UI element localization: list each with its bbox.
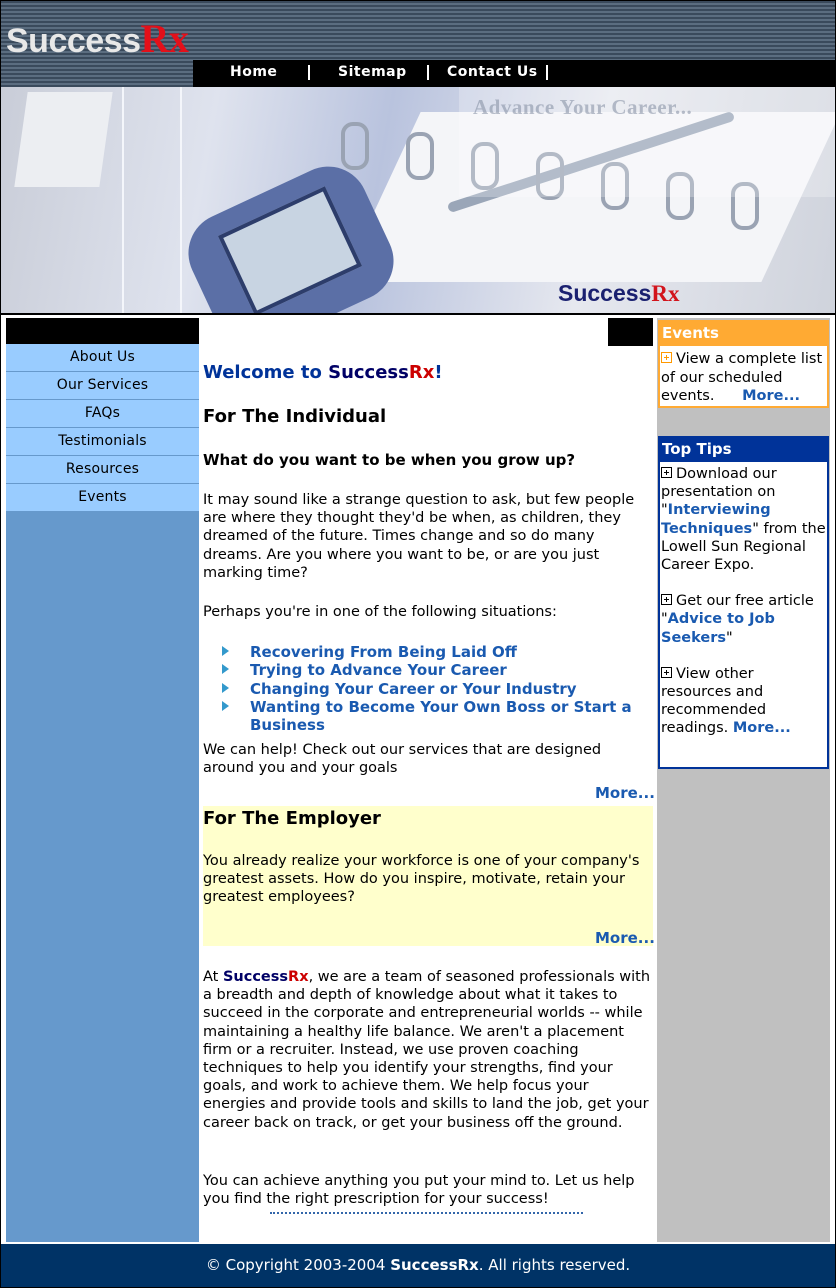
list-item[interactable]: Recovering From Being Laid Off — [220, 643, 650, 661]
nav-home[interactable]: Home — [230, 64, 278, 80]
resources-more-link[interactable]: More... — [732, 720, 791, 737]
employer-more-link[interactable]: More... — [595, 929, 655, 947]
main-header-block — [608, 318, 653, 346]
banner-column-line — [180, 87, 182, 313]
employer-heading: For The Employer — [203, 808, 381, 829]
top-tips-list — [661, 465, 827, 756]
logo-text: SuccessRx — [6, 16, 189, 61]
events-more-link[interactable]: More... — [742, 388, 801, 404]
top-nav — [193, 60, 835, 87]
dotted-divider — [270, 1212, 583, 1214]
sidebar-item-events[interactable]: Events — [6, 484, 199, 512]
list-item[interactable]: Trying to Advance Your Career — [220, 661, 650, 679]
tip-item: Get our free article "Advice to Job Seekers" — [661, 593, 814, 646]
individual-heading: For The Individual — [203, 406, 387, 427]
left-sidebar-header — [6, 318, 199, 344]
orange-bullet-icon — [661, 352, 672, 363]
nav-divider — [427, 65, 429, 80]
sidebar-item-our-services[interactable]: Our Services — [6, 372, 199, 400]
arrow-bullet-icon — [222, 683, 229, 693]
nav-divider — [546, 65, 548, 80]
sidebar-item-about-us[interactable]: About Us — [6, 344, 199, 372]
question-heading: What do you want to be when you grow up? — [203, 451, 576, 469]
tip-item: Download our presentation on "Interviewing Techniques" from the Lowell Sun Regional Career Expo. — [661, 466, 826, 574]
sidebar-item-testimonials[interactable]: Testimonials — [6, 428, 199, 456]
situations-list — [220, 643, 650, 734]
intro-paragraph: It may sound like a strange question to ask, but few people are where they thought they'd be when, as children, they dreamed of the future. Times change and so do many dreams. Are you where you want to be, or are you just marking time? — [203, 492, 635, 581]
hero-banner — [1, 87, 835, 315]
welcome-heading: Welcome to SuccessRx! — [203, 362, 443, 383]
calendar-image — [14, 92, 112, 187]
plus-box-icon — [661, 594, 672, 605]
arrow-bullet-icon — [222, 701, 229, 711]
banner-column-line — [122, 87, 124, 313]
sidebar-item-faqs[interactable]: FAQs — [6, 400, 199, 428]
employer-paragraph: You already realize your workforce is one of your company's greatest assets. How do you inspire, motivate, retain your greatest employees? — [203, 853, 640, 906]
sidebar-item-resources[interactable]: Resources — [6, 456, 199, 484]
individual-more-link[interactable]: More... — [595, 784, 655, 802]
advice-to-job-seekers-link[interactable]: Advice to Job Seekers — [661, 611, 775, 646]
sidebar-menu — [6, 344, 199, 512]
interviewing-techniques-link[interactable]: Interviewing Techniques — [661, 502, 771, 537]
arrow-bullet-icon — [222, 646, 229, 656]
footer: © Copyright 2003-2004 SuccessRx. All rights reserved. — [1, 1244, 835, 1287]
arrow-bullet-icon — [222, 664, 229, 674]
banner-tagline: Advance Your Career... — [473, 95, 693, 119]
banner-brand: SuccessRx — [558, 280, 680, 306]
events-text: View a complete list of our scheduled events. More... — [661, 351, 823, 404]
list-item[interactable]: Wanting to Become Your Own Boss or Start a Business — [220, 698, 650, 735]
plus-box-icon — [661, 667, 672, 678]
tip-item: View other resources and recommended readings. More... — [661, 665, 791, 737]
situations-intro: Perhaps you're in one of the following situations: — [203, 604, 557, 620]
nav-sitemap[interactable]: Sitemap — [338, 64, 407, 80]
nav-divider — [308, 65, 310, 80]
copyright-icon: © — [205, 1256, 221, 1274]
header-stripes — [193, 1, 835, 60]
events-title: Events — [658, 320, 829, 346]
about-paragraph: At SuccessRx, we are a team of seasoned professionals with a breadth and depth of knowledge about what it takes to succeed in the corporate and entrepreneurial worlds -- while maintaining a healthy life balance. We aren't a placement firm or a recruiter. Instead, we use proven coaching techniques to help you identify your strengths, find your goals, and work to achieve them. We help focus your energies and provide tools and skills to land the job, get your career back on track, or get your business off the ground. — [203, 969, 651, 1131]
plus-box-icon — [661, 467, 672, 478]
top-tips-title: Top Tips — [658, 436, 829, 462]
help-paragraph: We can help! Check out our services that are designed around you and your goals — [203, 742, 602, 777]
nav-contact-us[interactable]: Contact Us — [447, 64, 538, 80]
closing-paragraph: You can achieve anything you put your mind to. Let us help you find the right prescription for your success! — [203, 1173, 635, 1208]
list-item[interactable]: Changing Your Career or Your Industry — [220, 680, 650, 698]
logo[interactable] — [1, 1, 193, 87]
